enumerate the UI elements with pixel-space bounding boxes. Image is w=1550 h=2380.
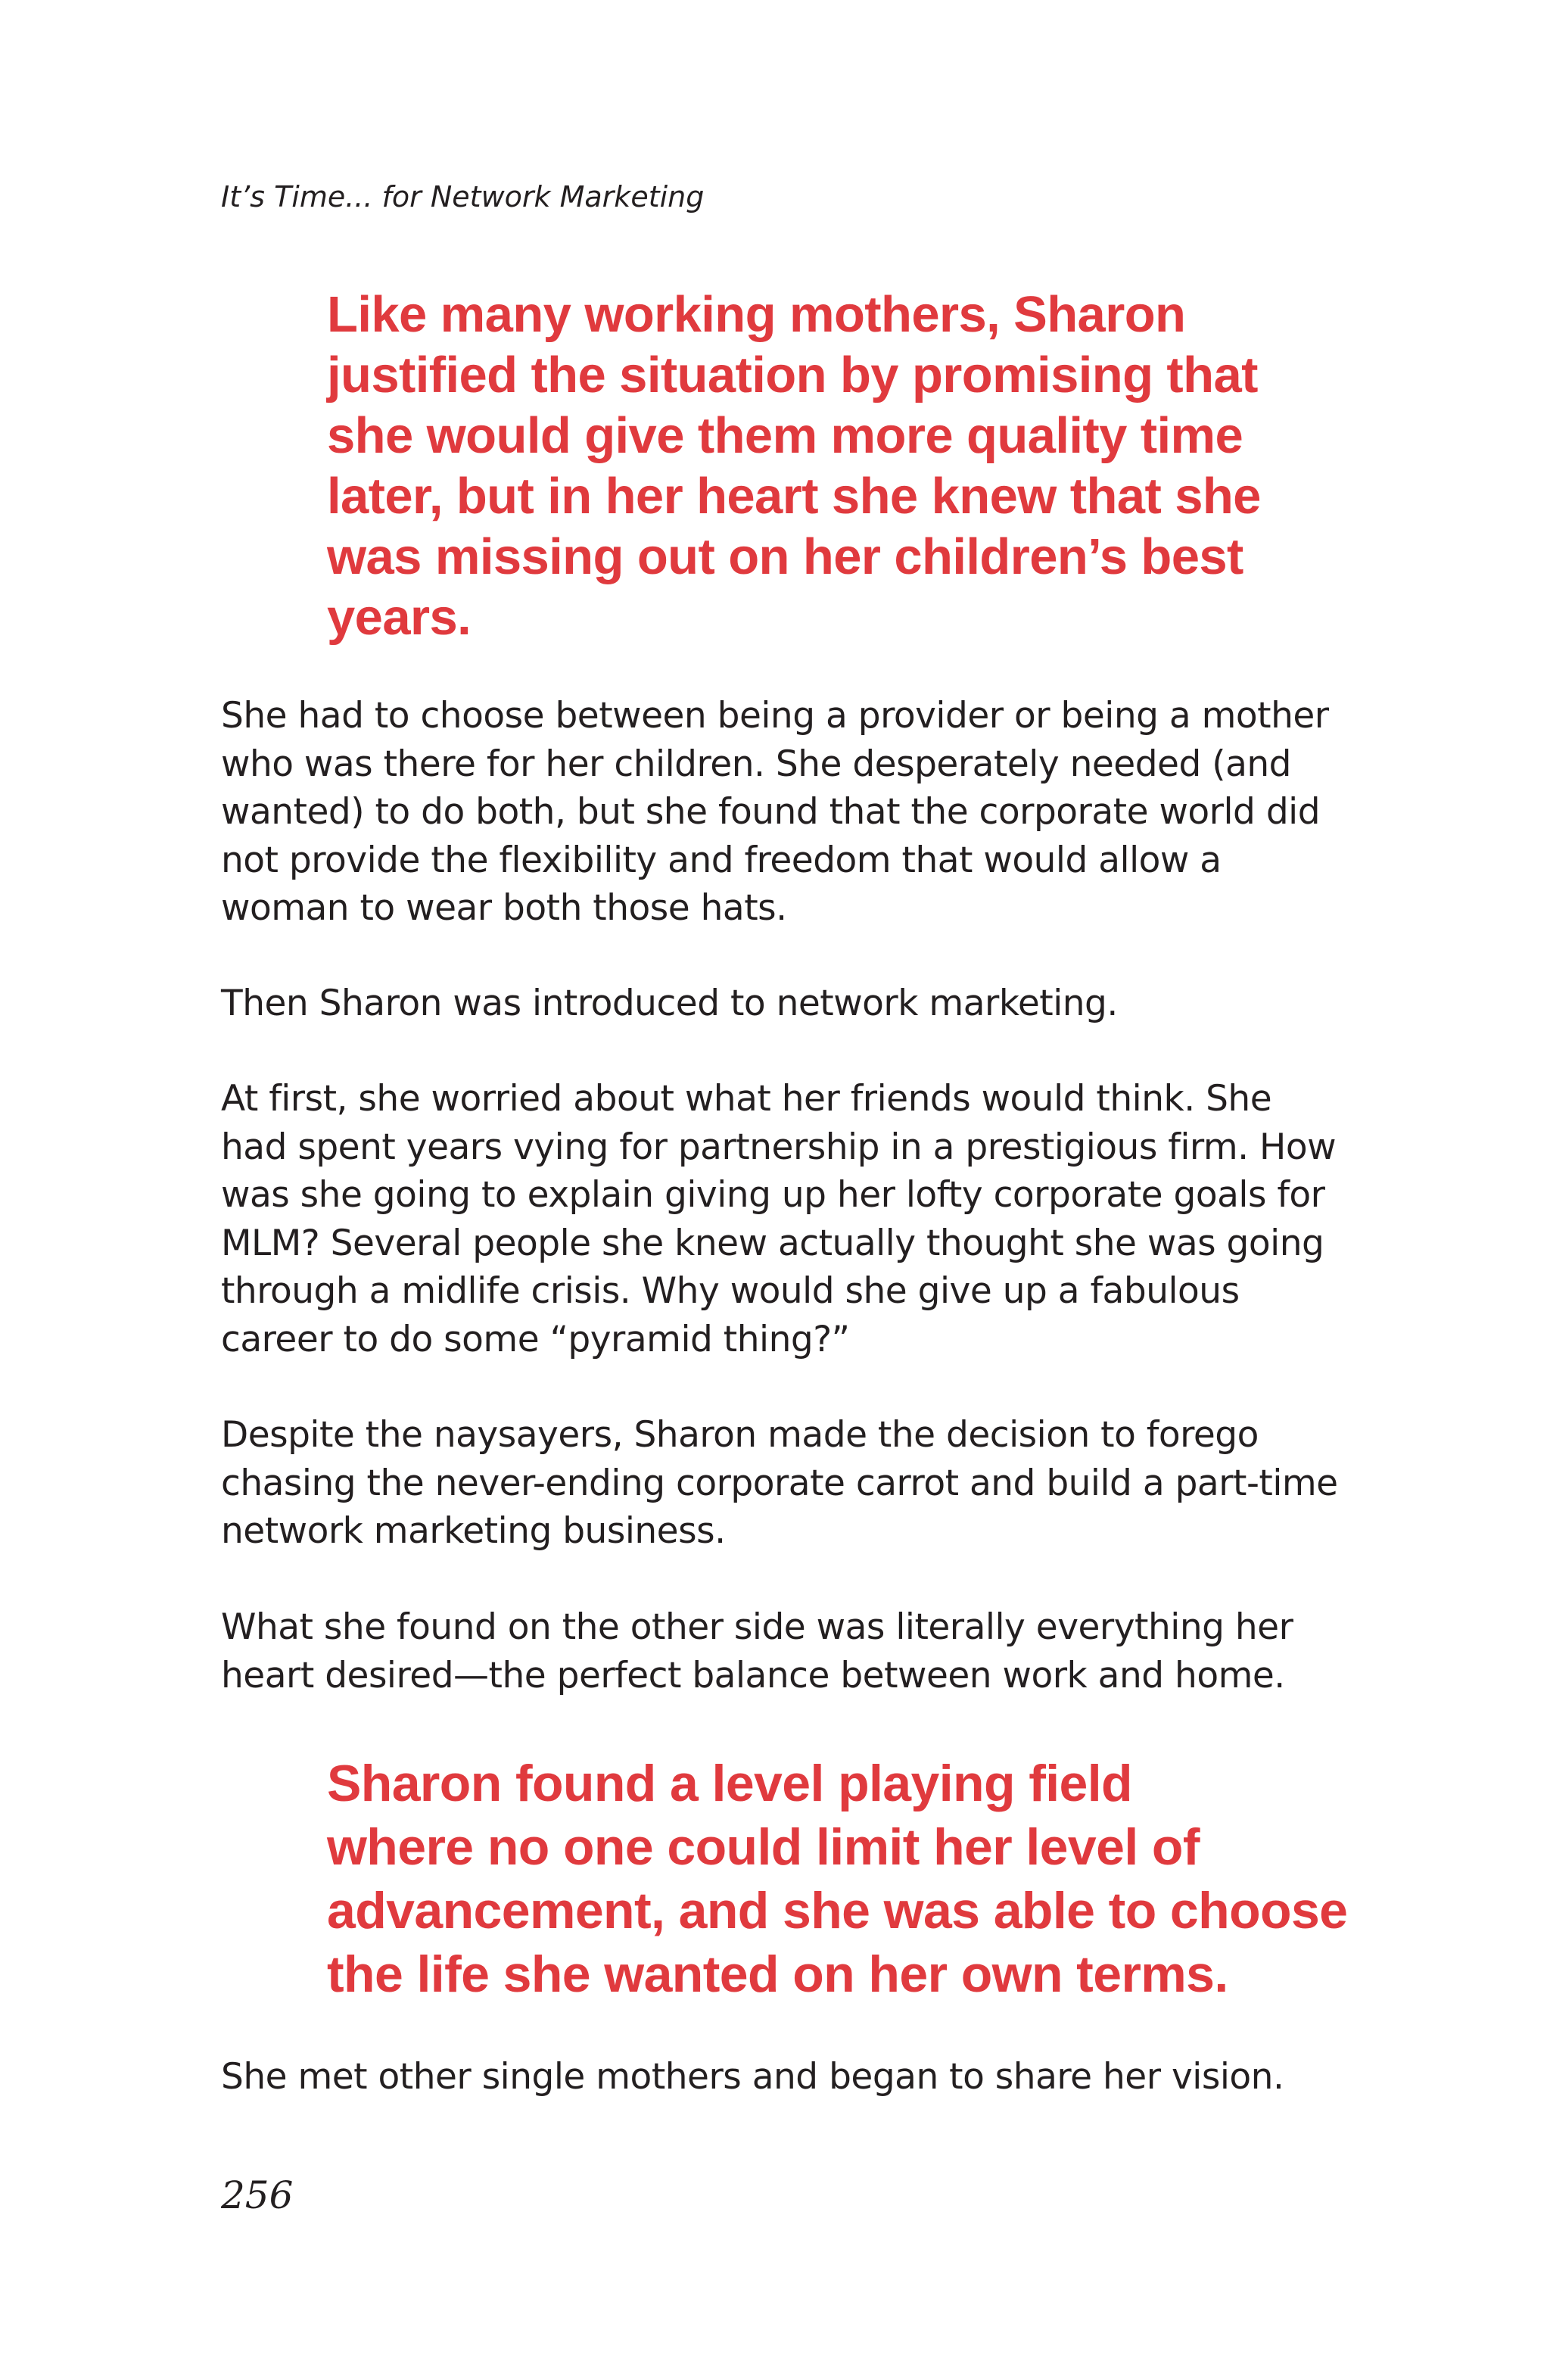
pull-quote-line: Like many working mothers, Sharon (327, 286, 1186, 343)
paragraph-line: network marketing business. (221, 1510, 726, 1552)
paragraph-line: Despite the naysayers, Sharon made the decision to forego (221, 1414, 1259, 1456)
body-paragraph (221, 1075, 1371, 1363)
body-paragraph (221, 2053, 1371, 2101)
paragraph-line: She met other single mothers and began to share her vision. (221, 2056, 1284, 2098)
paragraph-line: chasing the never-ending corporate carrot and build a part-time (221, 1462, 1338, 1504)
pull-quote-line: advancement, and she was able to choose (327, 1882, 1348, 1939)
paragraph-line: Then Sharon was introduced to network marketing. (221, 983, 1118, 1024)
pull-quote-line: was missing out on her children’s best (327, 528, 1243, 585)
pull-quote-line: where no one could limit her level of (327, 1818, 1200, 1876)
paragraph-line: woman to wear both those hats. (221, 887, 787, 929)
body-paragraph (221, 1411, 1371, 1556)
body-paragraph (221, 692, 1371, 933)
pull-quote-line: justified the situation by promising that (327, 347, 1258, 403)
paragraph-line: through a midlife crisis. Why would she give up a fabulous (221, 1270, 1240, 1312)
paragraph-line: was she going to explain giving up her lofty corporate goals for (221, 1174, 1325, 1216)
paragraph-line: who was there for her children. She desperately needed (and (221, 743, 1292, 785)
body-paragraph (221, 1603, 1371, 1699)
paragraph-line: had spent years vying for partnership in a prestigious firm. How (221, 1126, 1337, 1168)
paragraph-line: career to do some “pyramid thing?” (221, 1318, 850, 1360)
pull-quote-line: years. (327, 589, 472, 646)
pull-quote-line: Sharon found a level playing field (327, 1755, 1132, 1812)
paragraph-line: not provide the flexibility and freedom that would allow a (221, 839, 1222, 881)
pull-quote-line: the life she wanted on her own terms. (327, 1945, 1228, 2003)
pull-quote (327, 1752, 1364, 2006)
pull-quote-line: later, but in her heart she knew that she (327, 468, 1261, 525)
paragraph-line: heart desired—the perfect balance between work and home. (221, 1654, 1285, 1696)
paragraph-line: MLM? Several people she knew actually thought she was going (221, 1222, 1324, 1264)
page-number: 256 (221, 2173, 294, 2217)
paragraph-line: She had to choose between being a provider or being a mother (221, 695, 1329, 737)
running-head: It’s Time... for Network Marketing (221, 180, 705, 213)
body-paragraph (221, 980, 1371, 1028)
paragraph-line: What she found on the other side was literally everything her (221, 1606, 1293, 1648)
paragraph-line: At first, she worried about what her friends would think. She (221, 1078, 1272, 1120)
pull-quote (327, 285, 1364, 648)
paragraph-line: wanted) to do both, but she found that the corporate world did (221, 791, 1321, 833)
pull-quote-line: she would give them more quality time (327, 407, 1243, 464)
